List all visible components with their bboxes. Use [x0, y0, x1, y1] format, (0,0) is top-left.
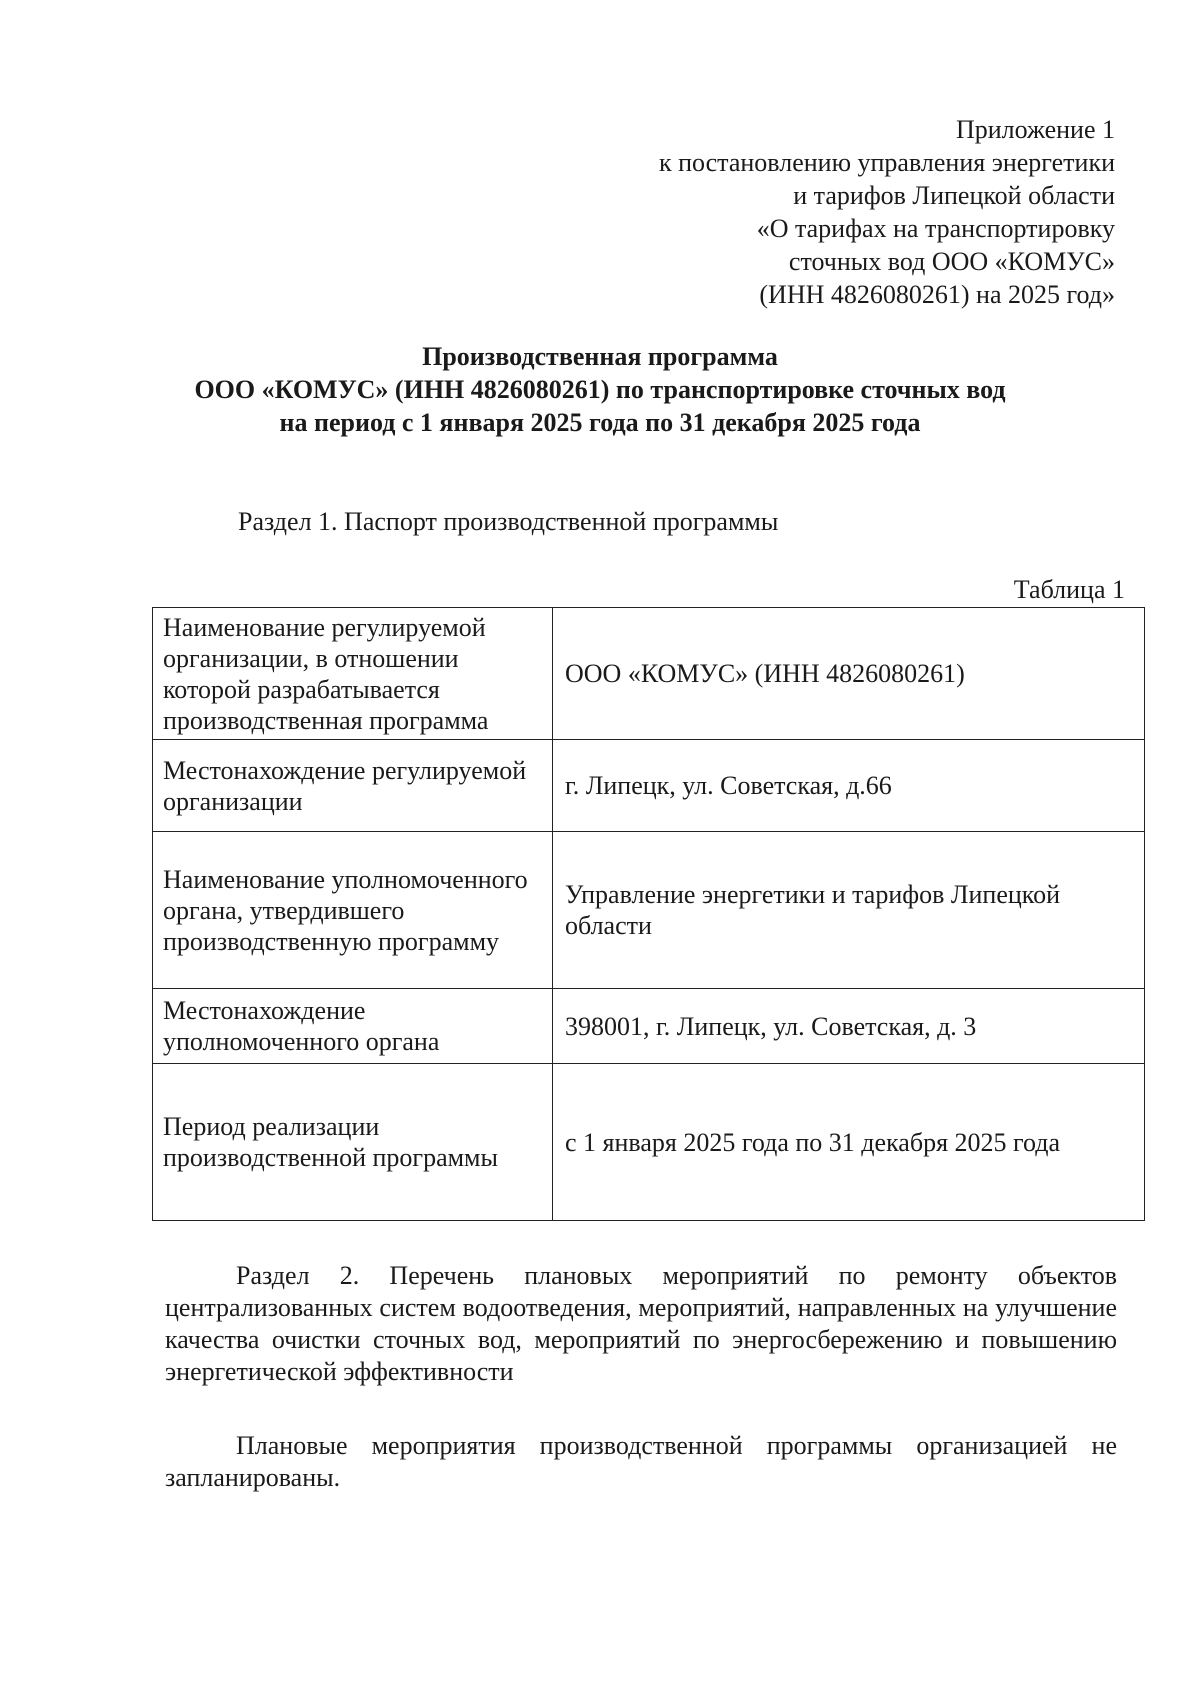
section2-heading: Раздел 2. Перечень плановых мероприятий по ремонту объектов централизованных систем водоотведения, мероприятий, направленных на улучшение качества очистки сточных вод, мероприятий по энергосбережению и повышению энергетической эффективности — [165, 1261, 1117, 1386]
document-title — [100, 340, 1100, 439]
title-line: ООО «КОМУС» (ИНН 4826080261) по транспортировке сточных вод — [194, 375, 1006, 404]
table-row — [153, 608, 1145, 740]
row-label: Период реализации производственной программы — [153, 1064, 553, 1221]
table-row — [153, 1064, 1145, 1221]
row-label: Местонахождение регулируемой организации — [153, 740, 553, 832]
appendix-line: сточных вод ООО «КОМУС» — [788, 247, 1115, 276]
row-value: ООО «КОМУС» (ИНН 4826080261) — [553, 608, 1145, 740]
title-line: Производственная программа — [422, 342, 778, 371]
row-label: Местонахождение уполномоченного органа — [153, 989, 553, 1064]
title-line: на период с 1 января 2025 года по 31 декабря 2025 года — [279, 408, 921, 437]
table-caption: Таблица 1 — [1013, 575, 1125, 604]
row-label: Наименование уполномоченного органа, утвердившего производственную программу — [153, 832, 553, 989]
appendix-line: «О тарифах на транспортировку — [756, 214, 1115, 243]
appendix-block — [555, 113, 1115, 311]
table-row — [153, 989, 1145, 1064]
section2-note: Плановые мероприятия производственной программы организацией не запланированы. — [165, 1431, 1117, 1492]
appendix-line: Приложение 1 — [955, 115, 1115, 144]
row-value: 398001, г. Липецк, ул. Советская, д. 3 — [553, 989, 1145, 1064]
row-value: с 1 января 2025 года по 31 декабря 2025 года — [553, 1064, 1145, 1221]
appendix-line: к постановлению управления энергетики — [658, 148, 1115, 177]
table-row — [153, 740, 1145, 832]
appendix-line: и тарифов Липецкой области — [793, 181, 1115, 210]
appendix-line: (ИНН 4826080261) на 2025 год» — [759, 280, 1115, 309]
row-value: Управление энергетики и тарифов Липецкой области — [553, 832, 1145, 989]
section1-heading: Раздел 1. Паспорт производственной программы — [238, 507, 779, 536]
row-value: г. Липецк, ул. Советская, д.66 — [553, 740, 1145, 832]
row-label: Наименование регулируемой организации, в отношении которой разрабатывается производственная программа — [153, 608, 553, 740]
passport-table — [152, 607, 1145, 1221]
table-row — [153, 832, 1145, 989]
